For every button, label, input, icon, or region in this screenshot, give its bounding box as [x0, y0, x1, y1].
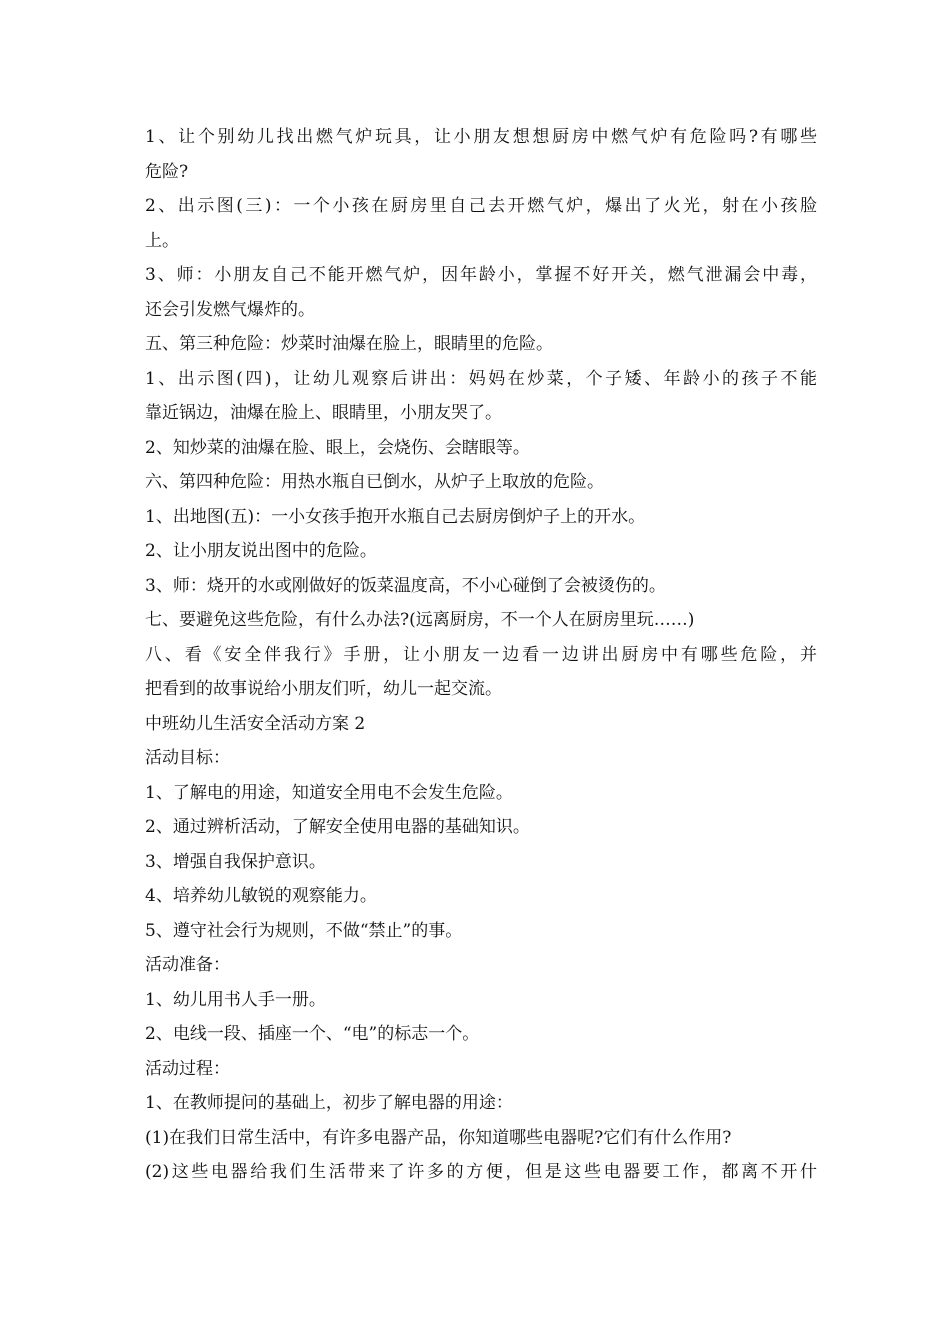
list-item: 1、了解电的用途，知道安全用电不会发生危险。 — [145, 782, 513, 803]
paragraph-line: 2、让小朋友说出图中的危险。 — [145, 541, 377, 561]
list-item: 3、增强自我保护意识。 — [145, 851, 326, 872]
section-heading: 八、看《安全伴我行》手册，让小朋友一边看一边讲出厨房中有哪些危险，并 — [145, 644, 817, 665]
paragraph-line: (1)在我们日常生活中，有许多电器产品，你知道哪些电器呢?它们有什么作用? — [145, 1127, 732, 1148]
paragraph-line: 把看到的故事说给小朋友们听，幼儿一起交流。 — [145, 679, 502, 699]
paragraph-line: 1、出示图(四)，让幼儿观察后讲出：妈妈在炒菜，个子矮、年龄小的孩子不能 — [145, 368, 817, 389]
section-heading: 六、第四种危险：用热水瓶自已倒水，从炉子上取放的危险。 — [145, 472, 604, 492]
document-title: 中班幼儿生活安全活动方案 2 — [145, 713, 366, 734]
section-heading: 七、要避免这些危险，有什么办法?(远离厨房，不一个人在厨房里玩……) — [145, 610, 695, 630]
list-item: 1、在教师提问的基础上，初步了解电器的用途： — [145, 1093, 513, 1113]
paragraph-line: 靠近锅边，油爆在脸上、眼睛里，小朋友哭了。 — [145, 403, 502, 423]
document-page — [145, 120, 817, 1190]
paragraph-line: 还会引发燃气爆炸的。 — [145, 299, 315, 320]
paragraph-line: 3、师：小朋友自己不能开燃气炉，因年龄小，掌握不好开关，燃气泄漏会中毒， — [145, 265, 817, 285]
list-item: 5、遵守社会行为规则，不做“禁止”的事。 — [145, 920, 463, 941]
list-item: 1、幼儿用书人手一册。 — [145, 989, 326, 1010]
paragraph-line: 危险? — [145, 161, 189, 182]
subsection-heading: 活动目标： — [145, 748, 230, 768]
paragraph-line: 2、出示图(三)：一个小孩在厨房里自己去开燃气炉，爆出了火光，射在小孩脸 — [145, 196, 817, 216]
list-item: 2、电线一段、插座一个、“电”的标志一个。 — [145, 1024, 480, 1044]
paragraph-line: 3、师：烧开的水或刚做好的饭菜温度高，不小心碰倒了会被烫伤的。 — [145, 575, 666, 596]
paragraph-line: 1、让个别幼儿找出燃气炉玩具，让小朋友想想厨房中燃气炉有危险吗?有哪些 — [145, 127, 817, 147]
paragraph-line: 上。 — [145, 230, 179, 251]
list-item: 4、培养幼儿敏锐的观察能力。 — [145, 886, 377, 906]
subsection-heading: 活动过程： — [145, 1058, 230, 1079]
paragraph-line: 1、出地图(五)：一小女孩手抱开水瓶自己去厨房倒炉子上的开水。 — [145, 506, 646, 527]
subsection-heading: 活动准备： — [145, 955, 230, 975]
paragraph-line: 2、知炒菜的油爆在脸、眼上，会烧伤、会瞎眼等。 — [145, 437, 530, 458]
list-item: 2、通过辨析活动，了解安全使用电器的基础知识。 — [145, 817, 530, 837]
paragraph-line: (2)这些电器给我们生活带来了许多的方便，但是这些电器要工作，都离不开什 — [145, 1162, 817, 1182]
section-heading: 五、第三种危险：炒菜时油爆在脸上，眼睛里的危险。 — [145, 334, 553, 354]
